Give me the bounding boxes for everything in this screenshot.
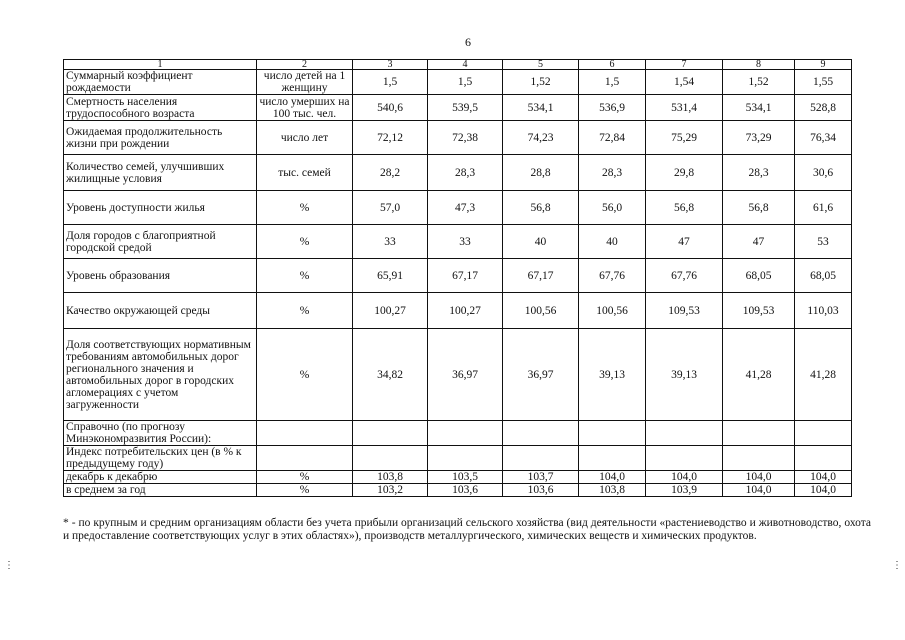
indicator-name: Качество окружающей среды bbox=[64, 293, 257, 329]
value-cell: 47 bbox=[723, 225, 795, 259]
value-cell bbox=[353, 421, 428, 446]
value-cell: 75,29 bbox=[646, 121, 723, 155]
value-cell: 104,0 bbox=[723, 484, 795, 497]
value-cell: 103,8 bbox=[353, 471, 428, 484]
table-row bbox=[64, 121, 852, 155]
value-cell: 73,29 bbox=[723, 121, 795, 155]
indicator-name: Суммарный коэффициент рождаемости bbox=[64, 70, 257, 95]
value-cell: 531,4 bbox=[646, 95, 723, 121]
value-cell: 68,05 bbox=[795, 259, 852, 293]
value-cell: 61,6 bbox=[795, 191, 852, 225]
value-cell: 39,13 bbox=[646, 329, 723, 421]
header-cell: 2 bbox=[257, 60, 353, 70]
table-row bbox=[64, 293, 852, 329]
value-cell bbox=[503, 421, 579, 446]
table-row bbox=[64, 446, 852, 471]
value-cell: 76,34 bbox=[795, 121, 852, 155]
indicator-unit: % bbox=[257, 225, 353, 259]
value-cell: 36,97 bbox=[503, 329, 579, 421]
value-cell: 1,52 bbox=[503, 70, 579, 95]
header-cell: 3 bbox=[353, 60, 428, 70]
value-cell bbox=[428, 421, 503, 446]
table-row bbox=[64, 471, 852, 484]
value-cell bbox=[353, 446, 428, 471]
value-cell: 67,17 bbox=[503, 259, 579, 293]
indicator-unit: число умерших на 100 тыс. чел. bbox=[257, 95, 353, 121]
indicator-unit: % bbox=[257, 191, 353, 225]
value-cell: 40 bbox=[579, 225, 646, 259]
value-cell: 67,17 bbox=[428, 259, 503, 293]
value-cell: 67,76 bbox=[579, 259, 646, 293]
table-row bbox=[64, 421, 852, 446]
value-cell: 33 bbox=[353, 225, 428, 259]
header-cell: 8 bbox=[723, 60, 795, 70]
value-cell: 100,27 bbox=[428, 293, 503, 329]
value-cell: 41,28 bbox=[723, 329, 795, 421]
indicator-unit: число детей на 1 женщину bbox=[257, 70, 353, 95]
value-cell: 68,05 bbox=[723, 259, 795, 293]
header-cell: 5 bbox=[503, 60, 579, 70]
indicators-table bbox=[63, 59, 852, 497]
table-row bbox=[64, 259, 852, 293]
indicator-name: Уровень доступности жилья bbox=[64, 191, 257, 225]
table-row bbox=[64, 329, 852, 421]
indicator-name: Смертность населения трудоспособного возраста bbox=[64, 95, 257, 121]
value-cell: 1,54 bbox=[646, 70, 723, 95]
value-cell: 72,38 bbox=[428, 121, 503, 155]
page-number: 6 bbox=[465, 35, 471, 49]
indicator-unit: % bbox=[257, 329, 353, 421]
value-cell: 103,5 bbox=[428, 471, 503, 484]
value-cell: 1,5 bbox=[579, 70, 646, 95]
table-row bbox=[64, 225, 852, 259]
value-cell: 28,3 bbox=[723, 155, 795, 191]
value-cell bbox=[579, 446, 646, 471]
value-cell bbox=[428, 446, 503, 471]
value-cell: 103,9 bbox=[646, 484, 723, 497]
value-cell bbox=[646, 421, 723, 446]
value-cell: 540,6 bbox=[353, 95, 428, 121]
value-cell bbox=[579, 421, 646, 446]
header-cell: 6 bbox=[579, 60, 646, 70]
value-cell bbox=[795, 446, 852, 471]
value-cell: 40 bbox=[503, 225, 579, 259]
value-cell: 72,84 bbox=[579, 121, 646, 155]
header-cell: 4 bbox=[428, 60, 503, 70]
value-cell: 109,53 bbox=[723, 293, 795, 329]
header-cell: 7 bbox=[646, 60, 723, 70]
value-cell: 56,8 bbox=[723, 191, 795, 225]
value-cell: 47,3 bbox=[428, 191, 503, 225]
table-row bbox=[64, 484, 852, 497]
indicator-name: Справочно (по прогнозу Минэкономразвития России): bbox=[64, 421, 257, 446]
value-cell bbox=[503, 446, 579, 471]
margin-mark-right: ⋮ bbox=[892, 560, 902, 571]
value-cell: 28,3 bbox=[428, 155, 503, 191]
value-cell bbox=[646, 446, 723, 471]
footnote: * - по крупным и средним организациям области без учета прибыли организаций сельского хозяйства (вид деятельности «растениеводство и животноводство, охота и предоставление соответствующих услуг в этих областях»), производств металлургического, химических веществ и химических продуктов. bbox=[63, 517, 871, 542]
indicator-unit: число лет bbox=[257, 121, 353, 155]
header-row bbox=[64, 60, 852, 70]
indicator-name: в среднем за год bbox=[64, 484, 257, 497]
value-cell: 28,2 bbox=[353, 155, 428, 191]
value-cell: 103,6 bbox=[428, 484, 503, 497]
value-cell: 103,7 bbox=[503, 471, 579, 484]
indicator-unit bbox=[257, 446, 353, 471]
value-cell: 103,2 bbox=[353, 484, 428, 497]
value-cell: 539,5 bbox=[428, 95, 503, 121]
indicator-name: Количество семей, улучшивших жилищные условия bbox=[64, 155, 257, 191]
value-cell: 103,8 bbox=[579, 484, 646, 497]
value-cell: 104,0 bbox=[795, 484, 852, 497]
table-row bbox=[64, 70, 852, 95]
indicator-name: Индекс потребительских цен (в % к предыдущему году) bbox=[64, 446, 257, 471]
header-cell: 1 bbox=[64, 60, 257, 70]
value-cell: 1,52 bbox=[723, 70, 795, 95]
value-cell: 30,6 bbox=[795, 155, 852, 191]
indicator-name: Доля соответствующих нормативным требованиям автомобильных дорог регионального значения и автомобильных дорог в городских агломерациях с учетом загруженности bbox=[64, 329, 257, 421]
value-cell: 56,8 bbox=[646, 191, 723, 225]
value-cell: 29,8 bbox=[646, 155, 723, 191]
value-cell: 67,76 bbox=[646, 259, 723, 293]
value-cell: 109,53 bbox=[646, 293, 723, 329]
header-cell: 9 bbox=[795, 60, 852, 70]
value-cell: 104,0 bbox=[795, 471, 852, 484]
value-cell: 534,1 bbox=[723, 95, 795, 121]
indicator-unit: % bbox=[257, 259, 353, 293]
value-cell: 104,0 bbox=[579, 471, 646, 484]
table-row bbox=[64, 95, 852, 121]
value-cell: 56,8 bbox=[503, 191, 579, 225]
value-cell: 528,8 bbox=[795, 95, 852, 121]
value-cell: 100,56 bbox=[579, 293, 646, 329]
value-cell: 1,5 bbox=[353, 70, 428, 95]
value-cell: 104,0 bbox=[723, 471, 795, 484]
value-cell: 1,55 bbox=[795, 70, 852, 95]
value-cell: 36,97 bbox=[428, 329, 503, 421]
indicator-unit: % bbox=[257, 484, 353, 497]
value-cell: 65,91 bbox=[353, 259, 428, 293]
value-cell: 534,1 bbox=[503, 95, 579, 121]
value-cell: 28,3 bbox=[579, 155, 646, 191]
value-cell: 39,13 bbox=[579, 329, 646, 421]
value-cell: 1,5 bbox=[428, 70, 503, 95]
value-cell: 53 bbox=[795, 225, 852, 259]
value-cell: 56,0 bbox=[579, 191, 646, 225]
value-cell: 110,03 bbox=[795, 293, 852, 329]
value-cell: 72,12 bbox=[353, 121, 428, 155]
value-cell: 74,23 bbox=[503, 121, 579, 155]
value-cell bbox=[723, 421, 795, 446]
value-cell: 104,0 bbox=[646, 471, 723, 484]
value-cell bbox=[723, 446, 795, 471]
value-cell: 536,9 bbox=[579, 95, 646, 121]
indicator-unit bbox=[257, 421, 353, 446]
value-cell: 100,56 bbox=[503, 293, 579, 329]
table-row bbox=[64, 191, 852, 225]
table-row bbox=[64, 155, 852, 191]
indicator-unit: тыс. семей bbox=[257, 155, 353, 191]
value-cell: 100,27 bbox=[353, 293, 428, 329]
value-cell: 28,8 bbox=[503, 155, 579, 191]
value-cell: 57,0 bbox=[353, 191, 428, 225]
margin-mark-left: ⋮ bbox=[4, 560, 14, 571]
value-cell bbox=[795, 421, 852, 446]
indicator-unit: % bbox=[257, 293, 353, 329]
indicator-unit: % bbox=[257, 471, 353, 484]
indicator-name: Ожидаемая продолжительность жизни при рождении bbox=[64, 121, 257, 155]
value-cell: 33 bbox=[428, 225, 503, 259]
indicator-name: Доля городов с благоприятной городской средой bbox=[64, 225, 257, 259]
value-cell: 34,82 bbox=[353, 329, 428, 421]
indicator-name: декабрь к декабрю bbox=[64, 471, 257, 484]
value-cell: 47 bbox=[646, 225, 723, 259]
value-cell: 103,6 bbox=[503, 484, 579, 497]
value-cell: 41,28 bbox=[795, 329, 852, 421]
indicator-name: Уровень образования bbox=[64, 259, 257, 293]
